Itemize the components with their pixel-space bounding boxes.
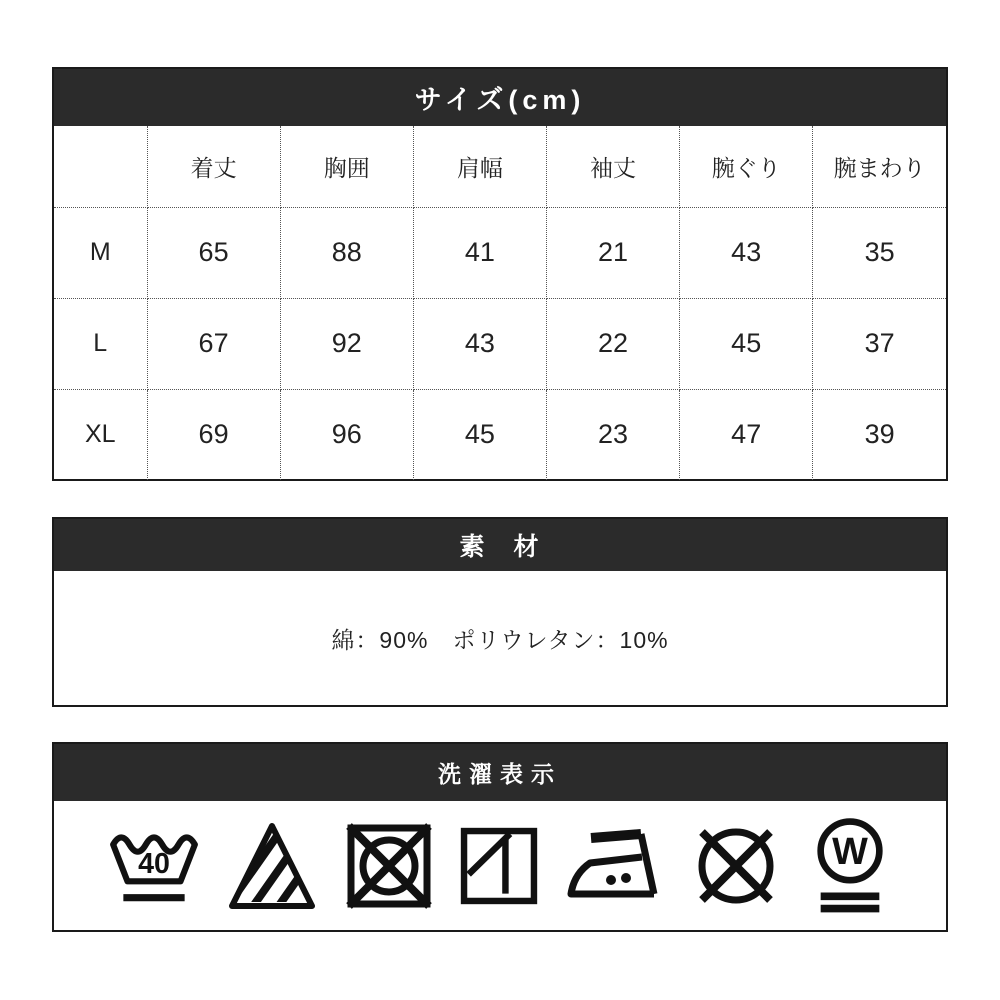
size-value: 35 [813,207,946,298]
care-section [52,742,948,932]
material-section-title: 素 材 [54,519,946,571]
size-table [54,126,946,480]
material-section [52,517,948,707]
size-value: 37 [813,298,946,389]
shade-hang-dry-icon [453,818,545,914]
size-table-col-header: 胸囲 [280,126,413,207]
size-value: 69 [147,389,280,480]
size-value: 43 [413,298,546,389]
wash-40-icon [102,818,206,914]
size-label: L [54,298,147,389]
material-composition-text: 綿：90% ポリウレタン：10% [331,626,669,653]
no-dry-clean-icon [684,816,788,916]
size-value: 45 [680,298,813,389]
size-value: 41 [413,207,546,298]
size-section-title: サイズ(cm) [54,69,946,126]
size-value: 88 [280,207,413,298]
size-label: XL [54,389,147,480]
size-value: 43 [680,207,813,298]
size-value: 96 [280,389,413,480]
size-value: 67 [147,298,280,389]
table-row-size-l [54,298,946,389]
care-symbols-row [54,801,946,930]
size-value: 45 [413,389,546,480]
size-value: 92 [280,298,413,389]
size-table-col-header: 肩幅 [413,126,546,207]
size-value: 47 [680,389,813,480]
wash-temperature-label: 40 [138,847,170,880]
size-value: 23 [546,389,679,480]
size-table-header-row [54,126,946,207]
size-table-col-header: 腕ぐり [680,126,813,207]
table-row-size-m [54,207,946,298]
size-label: M [54,207,147,298]
wet-clean-gentle-icon [802,813,898,919]
size-section [52,67,948,481]
size-value: 22 [546,298,679,389]
table-row-size-xl [54,389,946,480]
size-table-col-header: 腕まわり [813,126,946,207]
size-table-corner-cell [54,126,147,207]
size-value: 39 [813,389,946,480]
oxygen-bleach-triangle-icon [220,818,324,914]
size-value: 65 [147,207,280,298]
no-tumble-dry-icon [339,817,439,915]
size-table-col-header: 着丈 [147,126,280,207]
size-table-col-header: 袖丈 [546,126,679,207]
care-section-title: 洗濯表示 [54,744,946,801]
size-value: 21 [546,207,679,298]
iron-medium-icon [559,820,669,912]
wet-clean-letter: W [832,830,868,873]
